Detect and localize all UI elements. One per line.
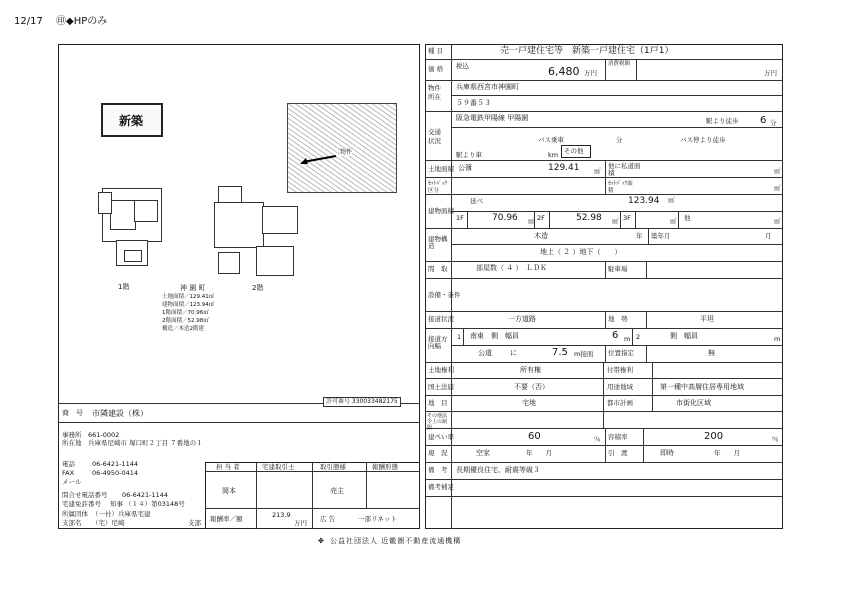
price-label: 価 格 xyxy=(428,65,444,73)
row-line xyxy=(425,311,783,312)
type-label: 種 目 xyxy=(428,47,444,55)
room xyxy=(124,250,142,262)
row-line xyxy=(425,160,783,161)
map-arrow-label: 物件 xyxy=(340,149,353,156)
road1-no: 1 xyxy=(457,333,462,341)
room xyxy=(256,246,294,276)
nat-law-value: 不要（否） xyxy=(514,383,549,391)
road2-unit: m xyxy=(774,335,781,343)
divider xyxy=(643,428,644,462)
license-label: 宅建免許番号 xyxy=(62,500,101,508)
divider xyxy=(58,422,420,423)
tax-unit: 万円 xyxy=(764,69,777,77)
station-km-label: 駅より車 xyxy=(456,151,482,159)
busstop-label: バス停より徒歩 xyxy=(680,136,726,144)
bcr-unit: ％ xyxy=(594,435,601,443)
other-floor-label: 他 xyxy=(684,214,691,222)
col-header: 取引態様 xyxy=(320,463,346,471)
tel-text: 06-6421-1144 xyxy=(92,460,139,468)
land-area: 129.41 xyxy=(548,163,580,173)
road1-desc: 南東 側 幅員 xyxy=(470,332,519,340)
room xyxy=(262,206,298,234)
far-value: 200 xyxy=(704,431,724,442)
row-line xyxy=(425,194,783,195)
license-text: 知事 （１４）第03148号 xyxy=(110,500,185,508)
row-line xyxy=(425,59,783,60)
f1-area: 70.96 xyxy=(492,213,518,223)
road2-desc: 側 幅員 xyxy=(670,332,698,340)
road-value: 一方道路 xyxy=(508,315,536,323)
branch-text: （宅）尼崎 xyxy=(92,519,125,527)
private-road-label: 他に私道面積 xyxy=(608,162,641,177)
room xyxy=(98,192,112,214)
land-right-value: 所有権 xyxy=(520,366,541,374)
frontage-value: 平坦 xyxy=(700,315,714,323)
total-label: 延べ xyxy=(470,197,483,205)
total-area: 123.94 xyxy=(628,196,660,206)
label-column-divider xyxy=(451,44,452,529)
divider xyxy=(646,345,647,362)
branch-suffix: 支部 xyxy=(188,519,201,527)
row-line xyxy=(451,127,783,128)
setback-label: ｾｯﾄﾊﾞｯｸ区分 xyxy=(428,181,448,194)
position-value: 無 xyxy=(708,349,715,357)
structure-label: 建物構造 xyxy=(428,235,448,250)
road1-unit: m xyxy=(624,335,631,343)
address-text: 兵庫県尼崎市 塚口町２丁目 ７番地の１ xyxy=(88,439,203,447)
plan-notes xyxy=(162,293,214,333)
total-area-unit: ㎡ xyxy=(668,196,675,204)
floors-value: 地上（ ２ ）地下（ ） xyxy=(540,248,622,256)
contact-length: 7.5 xyxy=(552,347,568,358)
zoning-value: 第一種中高層住居専用地域 xyxy=(660,383,744,391)
license-number: 許可番号 330033482175 xyxy=(323,397,401,407)
divider xyxy=(549,211,550,228)
row-line xyxy=(425,328,783,329)
row-line xyxy=(425,395,783,396)
row-line xyxy=(451,95,783,96)
plan-note: 構造／木造2階建 xyxy=(162,326,204,332)
row-line xyxy=(425,411,783,412)
union-text: （一社）兵庫県宅建 xyxy=(92,510,151,518)
room xyxy=(214,202,264,248)
city-plan-label: 都市計画 xyxy=(607,399,633,407)
walk-unit: 分 xyxy=(770,119,777,127)
branch-label: 支部名 xyxy=(62,519,82,527)
road-dir-label: 接道方向幅 xyxy=(428,335,448,350)
plan-note: 土地面積／129.41㎡ xyxy=(162,294,215,300)
equip-label: 設備・条件 xyxy=(428,291,461,299)
divider xyxy=(605,59,606,80)
floor2-label: 2階 xyxy=(252,284,264,292)
union-label: 所属団体 xyxy=(62,510,88,518)
new-badge-text: 新築 xyxy=(119,114,144,128)
handover-ym: 年 月 xyxy=(714,449,740,457)
price-note: 税込 xyxy=(456,62,469,70)
inquiry-text: 06-6421-1144 xyxy=(122,491,169,499)
map-overlay xyxy=(288,104,396,192)
built-label: 築年月 xyxy=(651,232,671,240)
nat-law-label: 国土法届 xyxy=(428,383,454,391)
divider xyxy=(605,428,606,462)
lease-label: 付帯権利 xyxy=(607,366,633,374)
footer-icon: ✤ xyxy=(318,537,324,545)
fee-label: 報酬率／額 xyxy=(210,515,243,523)
price-value: 6,480 xyxy=(548,65,580,78)
footer-org: 公益社団法人 近畿圏不動産流通機構 xyxy=(330,537,462,545)
bcr-value: 60 xyxy=(528,431,541,442)
row-line xyxy=(425,228,783,229)
address-label: 所在地 xyxy=(62,439,82,447)
plan-note: 建物面積／123.94㎡ xyxy=(162,302,215,308)
divider xyxy=(463,328,464,345)
row-line xyxy=(425,80,783,81)
row-line xyxy=(425,111,783,112)
zoning-label: 用途地域 xyxy=(607,383,633,391)
divider xyxy=(635,211,636,228)
structure-value: 木造 xyxy=(534,232,548,240)
type-value: 売一戸建住宅等 新築一戸建住宅（1戸1） xyxy=(500,46,674,56)
private-road-unit: ㎡ xyxy=(774,167,781,175)
row-line xyxy=(425,496,783,497)
bus-label: バス乗車 xyxy=(538,136,564,144)
company-label: 商 号 xyxy=(62,409,83,417)
note-text: ㊞◆HPのみ xyxy=(56,16,108,27)
trade-mode: 売主 xyxy=(330,487,344,495)
public-road-label: 公道 xyxy=(478,349,492,357)
layout-label: 間 取 xyxy=(428,265,448,273)
room xyxy=(110,200,136,230)
month-label: 月 xyxy=(765,232,772,240)
divider xyxy=(366,462,367,508)
city-plan-value: 市街化区域 xyxy=(676,399,711,407)
col-header: 宅建取引士 xyxy=(262,463,295,471)
location-label: 物件所在 xyxy=(428,84,441,101)
divider xyxy=(678,211,679,228)
road-label: 接道状況 xyxy=(428,315,454,323)
f3-unit: ㎡ xyxy=(670,217,677,225)
setback-area-unit: ㎡ xyxy=(774,184,781,192)
row-line xyxy=(425,362,783,363)
price-unit: 万円 xyxy=(584,69,597,77)
far-label: 容積率 xyxy=(608,433,628,441)
land-right-label: 土地権利 xyxy=(428,366,454,374)
km-unit: km xyxy=(548,151,559,159)
divider xyxy=(646,261,647,278)
divider xyxy=(312,462,313,529)
land-area-type: 公簿 xyxy=(458,164,472,172)
handover-label: 引 渡 xyxy=(608,449,628,457)
f3-label: 3F xyxy=(623,214,631,222)
land-type-label: 地 目 xyxy=(428,399,448,407)
f2-unit: ㎡ xyxy=(612,217,619,225)
tax-label: 消費税額 xyxy=(608,61,631,67)
status-ym: 年 月 xyxy=(526,449,552,457)
row-line xyxy=(451,211,783,212)
other-limit-label: その他法令上の制限 xyxy=(427,413,448,431)
divider xyxy=(646,311,647,328)
divider xyxy=(605,160,606,194)
position-label: 位置指定 xyxy=(608,349,634,357)
f2-label: 2F xyxy=(537,214,545,222)
row-line xyxy=(425,177,783,178)
traffic-label: 交通状況 xyxy=(428,128,441,145)
other-label: その他 xyxy=(564,147,584,155)
location-line2: ５９番５３ xyxy=(456,99,491,107)
office-label: 事務所 xyxy=(62,431,82,439)
row-line xyxy=(451,244,783,245)
remarks-value: 長期優良住宅、耐震等級３ xyxy=(456,466,540,474)
walk-label: 駅より徒歩 xyxy=(706,117,739,125)
parking-label: 駐車場 xyxy=(608,265,628,273)
date-text: 12/17 xyxy=(14,16,43,27)
room xyxy=(134,200,158,222)
divider xyxy=(603,362,604,428)
inquiry-label: 問合せ電話番号 xyxy=(62,491,108,499)
status-label: 現 況 xyxy=(428,449,448,457)
row-line xyxy=(425,428,783,429)
plan-title: 神 園 町 xyxy=(180,284,206,292)
other-floor-unit: ㎡ xyxy=(774,217,781,225)
remarks-label: 備 考 xyxy=(428,466,448,474)
company-name: 市隣建設（株） xyxy=(92,409,148,418)
room xyxy=(218,252,240,274)
col-header: 報酬形態 xyxy=(372,463,398,471)
row-line xyxy=(425,445,783,446)
ad-label: 広 告 xyxy=(320,515,336,523)
remarks2-label: 備考補足 xyxy=(428,483,454,491)
divider xyxy=(605,345,606,362)
divider xyxy=(467,211,468,228)
divider xyxy=(605,311,606,328)
fax-label: FAX xyxy=(62,469,75,477)
frontage-label: 地 勢 xyxy=(608,315,628,323)
fee-value: 213.9 xyxy=(272,511,291,519)
land-type-value: 宅地 xyxy=(522,399,536,407)
divider xyxy=(636,59,637,80)
divider xyxy=(648,228,649,244)
staff-name: 岡本 xyxy=(222,487,236,495)
contact-unit: m接面 xyxy=(574,350,594,358)
col-header: 担 当 者 xyxy=(216,463,240,471)
divider xyxy=(632,328,633,345)
location-line1: 兵庫県西宮市神園町 xyxy=(456,83,519,91)
row-line xyxy=(425,479,783,480)
tel-label: 電話 xyxy=(62,460,75,468)
ni-label: に xyxy=(510,349,517,357)
year-label: 年 xyxy=(636,232,643,240)
f1-unit: ㎡ xyxy=(528,217,535,225)
divider xyxy=(256,462,257,529)
divider xyxy=(605,261,606,278)
row-line xyxy=(451,345,783,346)
setback-area-label: ｾｯﾄﾊﾞｯｸ面積 xyxy=(608,181,633,194)
postal-code: 661-0002 xyxy=(88,431,120,439)
row-line xyxy=(425,261,783,262)
floor1-label: 1階 xyxy=(118,283,130,291)
location-map xyxy=(287,103,397,193)
row-line xyxy=(425,462,783,463)
divider xyxy=(534,211,535,228)
land-area-label: 土地面積 xyxy=(428,165,454,173)
road2-no: 2 xyxy=(636,333,641,341)
layout-value: 部屋数（ ４ ） ＬＤＫ xyxy=(476,264,547,272)
land-area-unit: ㎡ xyxy=(594,167,601,175)
ad-value: 一部リネット xyxy=(358,515,397,523)
f1-label: 1F xyxy=(456,214,464,222)
status-value: 空家 xyxy=(476,449,490,457)
f2-area: 52.98 xyxy=(576,213,602,223)
bus-unit: 分 xyxy=(616,136,623,144)
building-area-label: 建物面積 xyxy=(428,207,454,215)
far-unit: ％ xyxy=(772,435,779,443)
train-line: 阪急電鉄甲陽線 甲陽園 xyxy=(456,114,529,122)
mail-label: メール xyxy=(62,478,82,486)
handover-value: 即時 xyxy=(660,449,674,457)
divider xyxy=(620,211,621,228)
plan-note: 1階面積／70.96㎡ xyxy=(162,310,209,316)
fax-text: 06-4950-0414 xyxy=(92,469,139,477)
bcr-label: 建ぺい率 xyxy=(428,433,454,441)
new-badge xyxy=(101,103,163,137)
plan-note: 2階面積／52.98㎡ xyxy=(162,318,209,324)
row-line xyxy=(425,278,783,279)
row-line xyxy=(425,378,783,379)
road1-width: 6 xyxy=(612,330,619,341)
divider xyxy=(652,362,653,411)
walk-min: 6 xyxy=(760,115,767,126)
fee-unit: 万円 xyxy=(294,519,307,527)
